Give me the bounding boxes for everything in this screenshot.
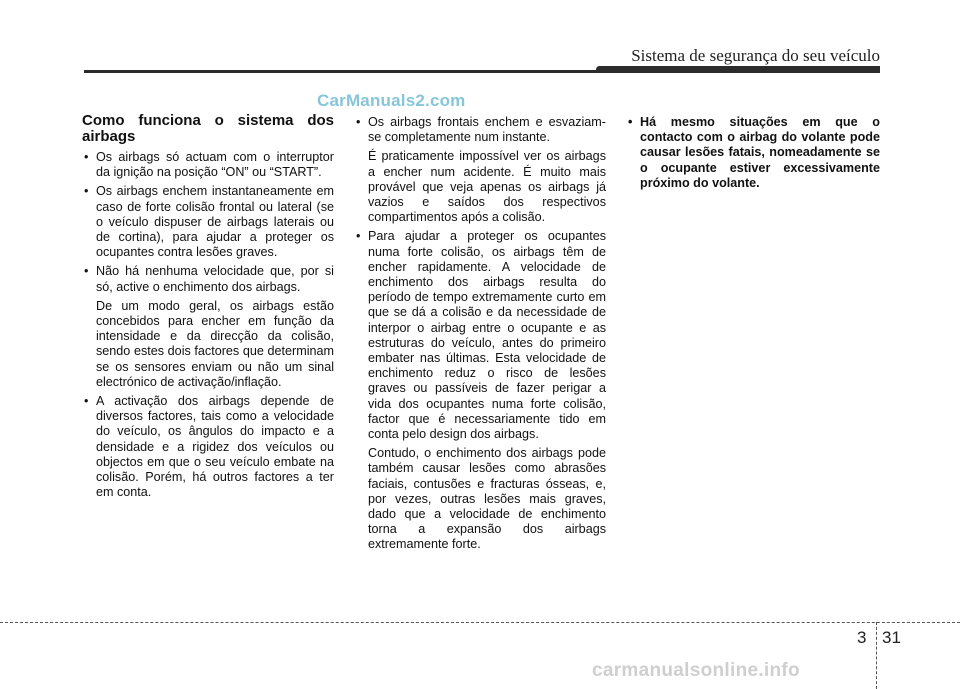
chapter-number: 3 [857, 628, 867, 647]
watermark-top: CarManuals2.com [317, 91, 466, 110]
list-item [82, 150, 334, 180]
list-item [354, 115, 606, 225]
column-1 [82, 113, 334, 504]
list-item [82, 394, 334, 500]
bullet-continuation: É praticamente impossível ver os airbags a encher num acidente. É muito mais provável que veja apenas os airbags já vazios e saídos dos respectivos compartimentos após a colisão. [368, 149, 606, 225]
list-item [82, 184, 334, 260]
bullet-text: Há mesmo situações em que o contacto com o airbag do volante pode causar lesões fatais, nomeadamente se o ocupante estiver excessivamente próximo do volante. [640, 115, 880, 190]
list-item [82, 264, 334, 390]
list-item [626, 115, 880, 191]
footer-divider [0, 622, 960, 623]
column-3 [626, 115, 880, 195]
bullet-continuation: Contudo, o enchimento dos airbags pode também causar lesões como abrasões faciais, contusões e fracturas ósseas, e, por vezes, outras lesões mais graves, dado que a velocidade de enchimento torna a expansão dos airbags extremamente forte. [368, 446, 606, 552]
column-2 [354, 115, 606, 557]
bullet-text: Os airbags frontais enchem e esvaziam-se completamente num instante. [368, 115, 606, 145]
bullet-text: Para ajudar a proteger os ocupantes numa forte colisão, os airbags têm de encher rapidamente. A velocidade de enchimento dos airbags resulta do período de tempo extremamente curto em que se dá a colisão e da necessidade de interpor o airbag entre o ocupante e as estruturas do veículo, antes do primeiro embater nas últimas. Esta velocidade de enchimento reduz o risco de lesões graves ou passíveis de fazer perigar a vida dos ocupantes numa forte colisão, factor que é necessariamente tido em conta pelo design dos airbags. [368, 229, 606, 442]
section-title: Como funciona o sistema dos airbags [82, 112, 334, 145]
bullet-text: Os airbags enchem instantaneamente em caso de forte colisão frontal ou lateral (se o veículo dispuser de airbags laterais ou de cortina), para ajudar a proteger os ocupantes contra lesões graves. [96, 184, 334, 260]
bullet-text: Não há nenhuma velocidade que, por si só, active o enchimento dos airbags. [96, 264, 334, 294]
header-title: Sistema de segurança do seu veículo [631, 46, 880, 65]
bullet-list-col1 [82, 150, 334, 500]
watermark-bottom: carmanualsonline.info [592, 660, 800, 681]
page-number-divider [876, 622, 877, 689]
bullet-text: A activação dos airbags depende de diversos factores, tais como a velocidade do veículo, os ângulos do impacto e a densidade e a rigidez dos veículos ou objectos em que o seu veículo embate na colisão. Porém, há outros factores a ter em conta. [96, 394, 334, 500]
list-item [354, 229, 606, 552]
bullet-list-col2 [354, 115, 606, 553]
bullet-text: Os airbags só actuam com o interruptor da ignição na posição “ON” ou “START”. [96, 150, 334, 180]
bullet-continuation: De um modo geral, os airbags estão concebidos para encher em função da intensidade e da direcção da colisão, sendo estes dois factores que determinam se os sensores enviam ou não um sinal electrónico de activação/inflação. [96, 298, 334, 389]
bullet-list-col3 [626, 115, 880, 191]
header-rule [84, 70, 880, 73]
page-number: 31 [882, 628, 901, 647]
